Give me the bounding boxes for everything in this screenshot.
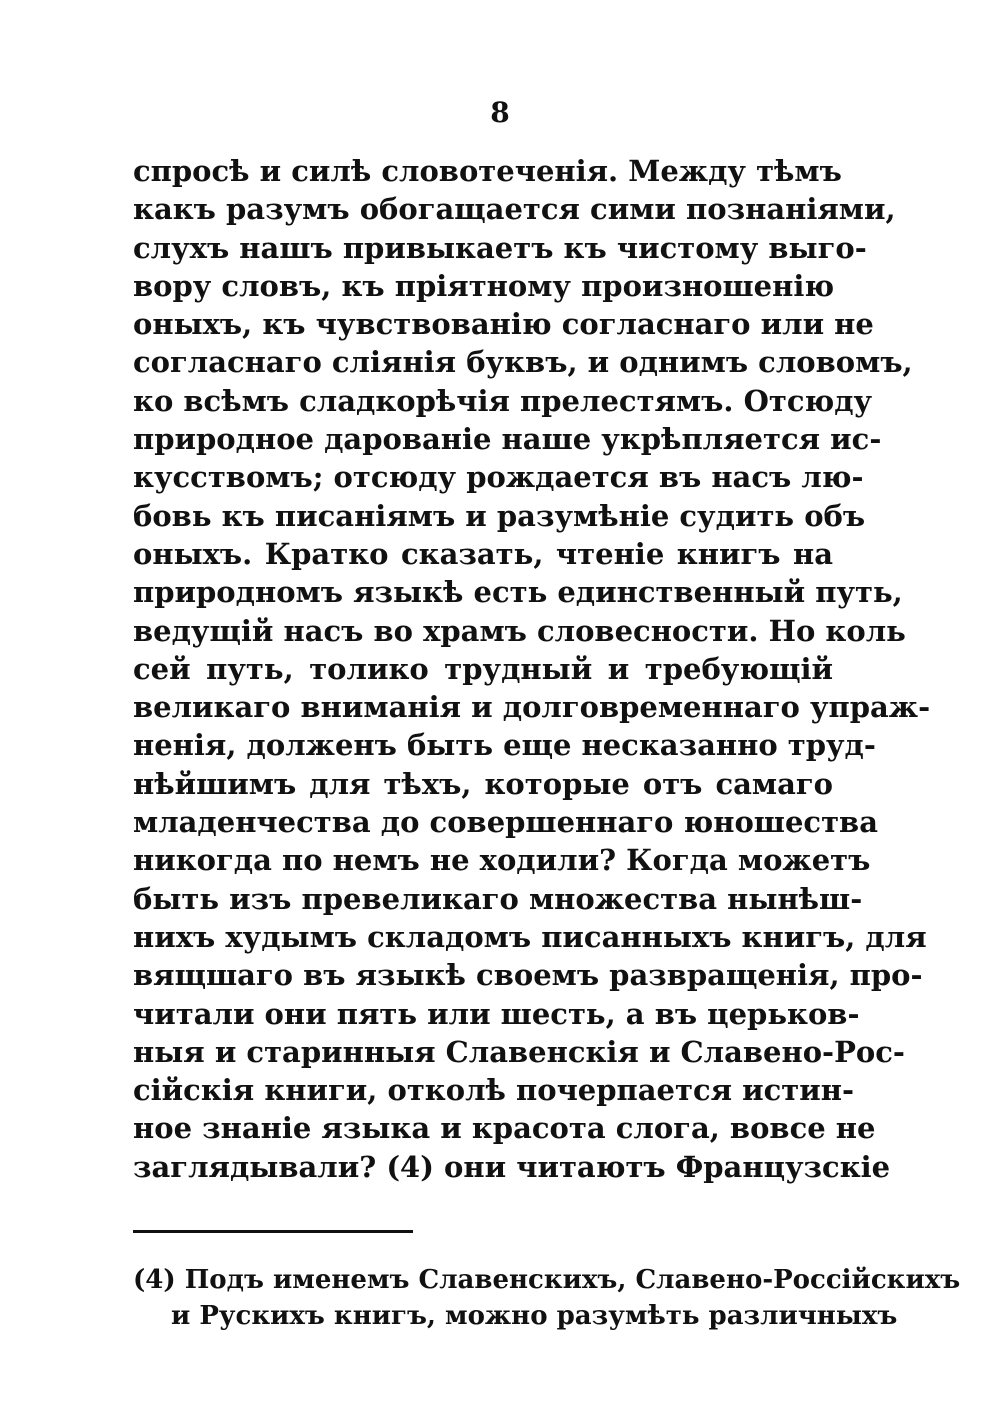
text-line: сей путь, толико трудный и требующій: [133, 651, 833, 686]
text-line: быть изъ превеликаго множества нынѣш-: [133, 881, 863, 916]
text-line: великаго вниманія и долговременнаго упраж-: [133, 690, 931, 725]
text-line: нихъ худымъ складомъ писанныхъ книгъ, для: [133, 919, 927, 954]
text-line: никогда по немъ не ходили? Когда можетъ: [133, 843, 871, 878]
footnote-line: и Рускихъ книгъ, можно разумѣть различныхъ: [171, 1301, 898, 1331]
text-line: читали они пять или шесть, а въ церьков-: [133, 996, 860, 1031]
text-line: ное знаніе языка и красота слога, вовсе не: [133, 1111, 876, 1146]
text-line: вящшаго въ языкѣ своемъ развращенія, про-: [133, 958, 923, 993]
text-line: бовь къ писаніямъ и разумѣніе судить объ: [133, 498, 866, 533]
text-line: вору словъ, къ пріятному произношенію: [133, 268, 835, 303]
footnote-line: (4) Подъ именемъ Славенскихъ, Славено-Россійскихъ: [133, 1265, 961, 1295]
text-line: природномъ языкѣ есть единственный путь,: [133, 575, 903, 610]
text-line: кусствомъ; отсюду рождается въ насъ лю-: [133, 460, 864, 495]
text-line: заглядывали? (4) они читаютъ Французскіе: [133, 1149, 891, 1184]
text-line: нѣйшимъ для тѣхъ, которые отъ самаго: [133, 766, 833, 801]
body-text: [133, 152, 931, 1186]
page-number: 8: [490, 96, 510, 129]
text-line: природное дарованіе наше укрѣпляется ис-: [133, 422, 882, 457]
text-line: согласнаго сліянія буквъ, и однимъ словомъ,: [133, 345, 913, 380]
text-line: ко всѣмъ сладкорѣчія прелестямъ. Отсюду: [133, 383, 873, 418]
text-line: какъ разумъ обогащается сими познаніями,: [133, 192, 896, 227]
text-line: оныхъ. Кратко сказать, чтеніе книгъ на: [133, 536, 833, 571]
text-line: спросѣ и силѣ словотеченія. Между тѣмъ: [133, 154, 842, 188]
text-line: младенчества до совершеннаго юношества: [133, 805, 878, 840]
footnote: [133, 1262, 961, 1334]
text-line: слухъ нашъ привыкаетъ къ чистому выго-: [133, 230, 867, 265]
text-line: ныя и старинныя Славенскія и Славено-Рос-: [133, 1034, 905, 1069]
text-line: сійскія книги, отколѣ почерпается истин-: [133, 1073, 855, 1108]
footnote-divider: [133, 1230, 413, 1233]
text-line: ведущій насъ во храмъ словесности. Но коль: [133, 613, 906, 648]
text-line: оныхъ, къ чувствованію согласнаго или не: [133, 307, 874, 342]
text-line: ненія, долженъ быть еще несказанно труд-: [133, 728, 876, 763]
